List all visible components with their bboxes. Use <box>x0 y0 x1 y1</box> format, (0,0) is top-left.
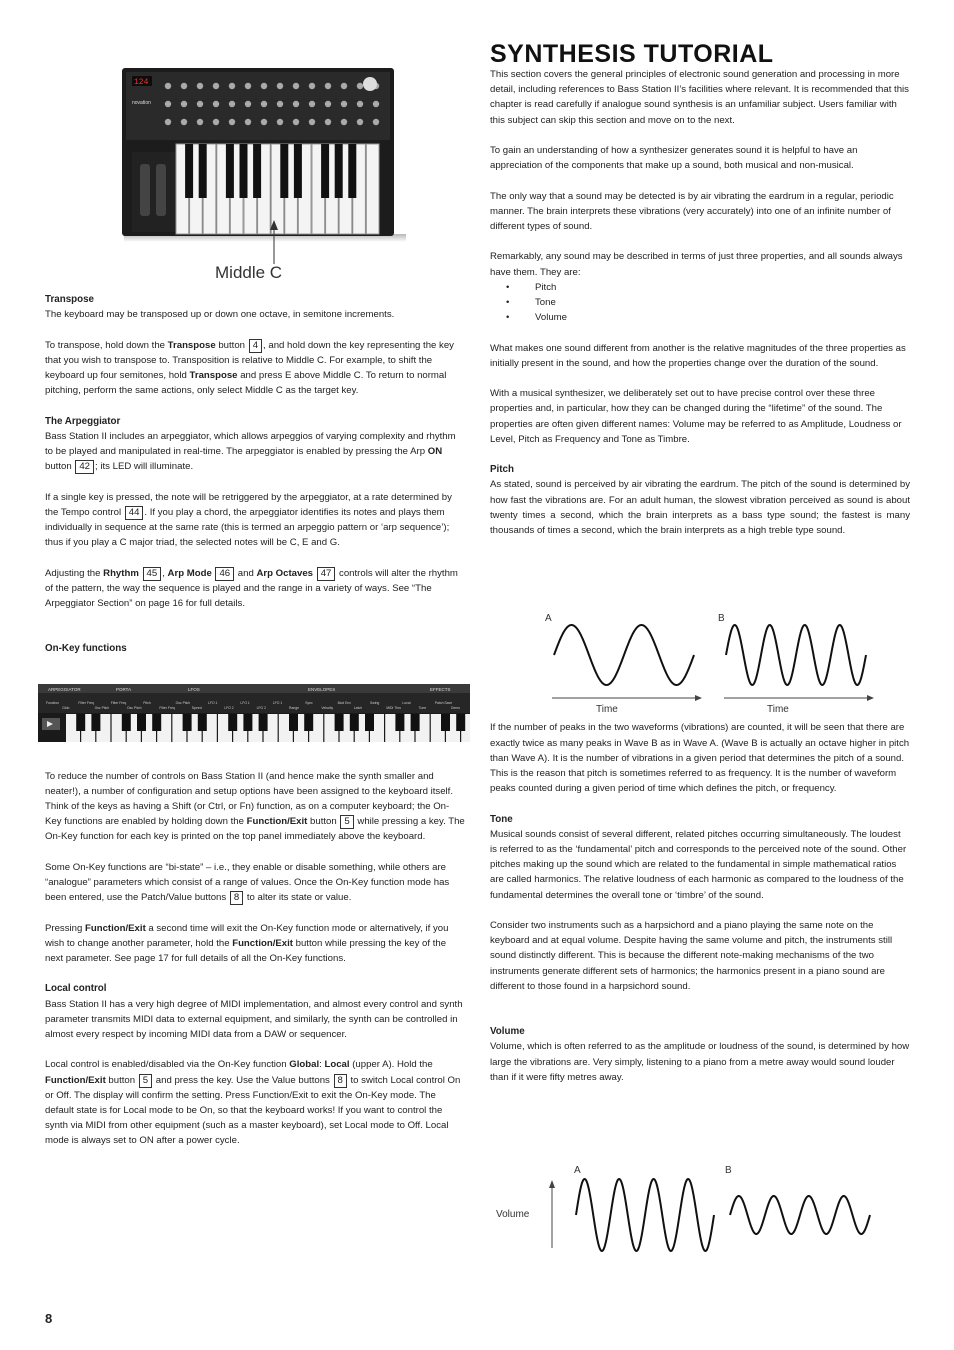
onkey-p3: Pressing Function/Exit a second time will exit the On-Key function mode or alternatively, if you wish to change another parameter, hold the Function/Exit button while pressing the key of the next parameter. See page 17 for full details of all the On-Key functions. <box>45 922 449 964</box>
knob <box>357 119 363 125</box>
strip-section-label: PORTA <box>116 687 132 692</box>
knob <box>213 83 219 89</box>
tone-p1: Musical sounds consist of several different, related pitches occurring simultaneously. The loudest is referred to as the ‘fundamental’ pitch and corresponds to the perceived note of the sound. Other pitches making up the sound which are related to the fundamental in simple mathematical ratios are called harmonics. The relative loudness of each harmonic as compared to the loudness of the fundamental determines the overall tone or ‘timbre’ of the sound. <box>490 828 907 901</box>
strip-black-key <box>137 714 146 731</box>
strip-section-label: EFFECTS <box>430 687 451 692</box>
brand-logo: novation <box>132 100 151 106</box>
black-key <box>335 144 343 198</box>
onkey-heading: On-Key functions <box>45 643 127 655</box>
knob <box>309 119 315 125</box>
knob <box>165 101 171 107</box>
knob <box>293 101 299 107</box>
strip-key-label: Pitch <box>143 701 151 705</box>
intro-p3: The only way that a sound may be detected is by air vibrating the eardrum in a regular, periodic manner. The brain interprets these vibrations (very accurately) into one of an infinite number of different types of sound. <box>490 190 894 232</box>
strip-black-key <box>259 714 268 731</box>
ref-box: 42 <box>75 460 94 474</box>
knob <box>229 101 235 107</box>
strip-black-key <box>183 714 192 731</box>
strip-key-label: Filter Freq <box>78 701 94 705</box>
knob <box>181 83 187 89</box>
knob <box>309 83 315 89</box>
strip-black-key <box>122 714 131 731</box>
onkey-strip-illustration <box>38 684 470 744</box>
knob <box>181 101 187 107</box>
knob <box>197 83 203 89</box>
knob <box>165 119 171 125</box>
volume-heading: Volume <box>490 1026 525 1038</box>
strip-key-label: Mod Env <box>337 701 351 705</box>
knob <box>261 101 267 107</box>
local-p1: Bass Station II has a very high degree of MIDI implementation, and almost every control and synth parameter transmits MIDI data to external equipment, and similarly, the synth can be controlled in almost every respect by incoming MIDI data from a DAW or sequencer. <box>45 998 463 1040</box>
knob <box>325 83 331 89</box>
ref-box: 5 <box>139 1074 152 1088</box>
volume-wave-a-line <box>576 1179 714 1251</box>
knob <box>373 101 379 107</box>
page-number: 8 <box>45 1311 53 1326</box>
strip-key-label: Demo <box>451 706 461 710</box>
strip-black-key <box>456 714 465 731</box>
list-item: • Volume <box>490 310 910 325</box>
strip-key-label: Local <box>402 701 411 705</box>
pitch-heading: Pitch <box>490 464 514 476</box>
black-key <box>240 144 248 198</box>
pitch-waveform-figure <box>540 610 890 725</box>
knob <box>245 101 251 107</box>
black-key <box>294 144 302 198</box>
strip-black-key <box>441 714 450 731</box>
bass-station-illustration <box>118 64 418 289</box>
strip-black-key <box>395 714 404 731</box>
strip-key-label: LFO 2 <box>256 706 267 710</box>
strip-key-label: Tune <box>418 706 427 710</box>
strip-section-label: ENVELOPES <box>308 687 336 692</box>
knob <box>213 101 219 107</box>
pitch-waveform-diagram <box>540 610 890 720</box>
strip-black-key <box>411 714 420 731</box>
wave-a-label: A <box>545 613 552 624</box>
knob <box>325 119 331 125</box>
strip-key-label: Velocity <box>321 706 334 710</box>
strip-key-label: LFO 1 <box>272 701 283 705</box>
arrow-right-icon <box>867 695 874 701</box>
ref-box: 4 <box>249 339 262 353</box>
intro-p6: With a musical synthesizer, we deliberately set out to have precise control over these three properties and, in particular, how they can be changed during the “lifetime” of the sound. The properties are often given different names: Volume may be referred to as Amplitude, Loudness or Level, Pitch as Frequency and Tone as Timbre. <box>490 388 902 445</box>
strip-key-label: Patch Save <box>434 701 453 705</box>
arp-p3: Adjusting the Rhythm 45 , Arp Mode 46 and Arp Octaves 47 controls will alter the rhythm of the pattern, the way the sequence is played and the range in a variety of ways. See “The Arpeggiator Section” on page 16 for full details. <box>45 567 458 609</box>
strip-section-label: LFOS <box>188 687 200 692</box>
black-key <box>253 144 261 198</box>
wave-a-label: A <box>574 1165 581 1176</box>
strip-black-key <box>289 714 298 731</box>
knob <box>341 119 347 125</box>
local-heading: Local control <box>45 983 107 995</box>
knob <box>261 119 267 125</box>
strip-black-key <box>350 714 359 731</box>
strip-section-label: ARPEGGIATOR <box>48 687 81 692</box>
knob <box>293 83 299 89</box>
transpose-p1: The keyboard may be transposed up or down one octave, in semitone increments. <box>45 309 395 321</box>
arrow-up-icon <box>549 1180 555 1188</box>
strip-key-label: Osc Pitch <box>127 706 142 710</box>
strip-black-key <box>365 714 374 731</box>
strip-black-key <box>335 714 344 731</box>
intro-p1: This section covers the general principles of electronic sound generation and processing in more detail, including references to Bass Station II’s facilities where relevant. It is recommended that this chapter is read carefully if analogue sound synthesis is an unfamiliar subject. Users familiar with this subject can skip this section and move on to the next. <box>490 69 909 126</box>
knob <box>373 119 379 125</box>
intro-p4: Remarkably, any sound may be described in terms of just three properties, and all sounds always have them. They are: <box>490 251 903 278</box>
strip-key-label: LFO 1 <box>240 701 250 705</box>
strip-black-key <box>91 714 100 731</box>
black-key <box>185 144 193 198</box>
arp-heading: The Arpeggiator <box>45 415 121 427</box>
volume-p1: Volume, which is often referred to as the amplitude or loudness of the sound, is determined by how large the vibrations are. Very simply, listening to a piano from a metre away would sound louder than if it were fifty metres away. <box>490 1041 910 1083</box>
property-list <box>490 280 910 326</box>
ref-box: 45 <box>143 567 162 581</box>
strip-key-label: Filter Freq <box>110 701 127 705</box>
ref-box: 46 <box>215 567 234 581</box>
ref-box: 44 <box>125 506 144 520</box>
onkey-p2: Some On-Key functions are “bi-state” – i.e., they enable or disable something, while others are “analogue” parameters which consist of a range of values. Once the On-Key function mode has been entered, use the Patch/Value buttons 8 to alter its state or value. <box>45 861 450 904</box>
black-key <box>348 144 356 198</box>
arrow-right-icon <box>695 695 702 701</box>
wave-b-label: B <box>725 1165 732 1176</box>
time-label-a: Time <box>596 704 618 715</box>
local-p2: Local control is enabled/disabled via the On-Key function Global: Local (upper A). Hold the Function/Exit button 5 and press the key. Use the Value buttons 8 to switch Local control On or Off. The display will confirm the setting. Press Function/Exit to exit the On-Key mode. The default state is for Local mode to be On, so that the keyboard works! If you want to control the synth via MIDI from other equipment (such as a master keyboard), set Local mode to Off. Local mode is always set to ON after a power cycle. <box>45 1059 461 1147</box>
knob <box>325 101 331 107</box>
knob <box>277 83 283 89</box>
strip-key-label: Latch <box>353 706 363 710</box>
black-key <box>199 144 207 198</box>
strip-key-label: Sync <box>305 701 313 705</box>
arp-p1: Bass Station II includes an arpeggiator, which allows arpeggios of varying complexity and rhythm to be played and manipulated in real-time. The arpeggiator is enabled by pressing the Arp ON button 42 ; its LED will illuminate. <box>45 430 456 473</box>
knob <box>245 83 251 89</box>
ref-box: 47 <box>317 567 336 581</box>
intro-p2: To gain an understanding of how a synthesizer generates sound it is helpful to have an appreciation of the components that make up a sound, both musical and non-musical. <box>490 145 858 172</box>
transpose-heading: Transpose <box>45 294 95 305</box>
strip-key-label: Osc Pitch <box>175 701 191 705</box>
knob <box>213 119 219 125</box>
knob <box>357 101 363 107</box>
onkey-strip-figure <box>38 684 470 749</box>
tone-p2: Consider two instruments such as a harpsichord and a piano playing the same note on the keyboard and at equal volume. Despite having the same volume and pitch, the instruments still sound distinctly different. This is because the different note-making mechanisms of the two instruments generate different sets of harmonics; the harmonics present in a piano sound are different to those found in a harpsichord sound. <box>490 920 893 992</box>
strip-key-label: Osc Pitch <box>94 706 110 710</box>
list-item: • Pitch <box>490 280 910 295</box>
knob <box>229 83 235 89</box>
volume-axis-label: Volume <box>496 1209 530 1220</box>
strip-black-key <box>76 714 85 731</box>
big-knob <box>363 77 377 91</box>
intro-p5: What makes one sound different from another is the relative magnitudes of the three properties as initially present in the sound, and how the properties change over the duration of the sound. <box>490 342 906 369</box>
keyboard-figure <box>118 64 418 294</box>
knob <box>261 83 267 89</box>
knob <box>277 119 283 125</box>
lcd-display: 124 <box>134 78 149 87</box>
black-key <box>280 144 288 198</box>
strip-key-label: Range <box>289 706 299 710</box>
strip-black-key <box>228 714 237 731</box>
volume-wave-b-line <box>730 1196 870 1234</box>
volume-waveform-figure <box>494 1160 884 1260</box>
ref-box: 8 <box>230 891 243 905</box>
strip-key-label: Swing <box>370 701 380 705</box>
volume-waveform-diagram <box>494 1160 884 1255</box>
middle-c-label: Middle C <box>215 263 283 282</box>
knob <box>197 119 203 125</box>
knob <box>341 83 347 89</box>
knob <box>341 101 347 107</box>
strip-key-label: Function <box>46 701 60 705</box>
strip-key-label: LFO 1 <box>208 701 218 705</box>
ref-box: 5 <box>340 815 353 829</box>
strip-black-key <box>198 714 207 731</box>
ref-box: 8 <box>334 1074 347 1088</box>
wave-b-label: B <box>718 613 725 624</box>
transpose-p2: To transpose, hold down the Transpose button 4 , and hold down the key representing the key that you wish to transpose to. Transposition is relative to Middle C. For example, to shift the keyboard up four semitones, hold Transpose and press E above Middle C. To return to normal pitching, perform the same actions, only select Middle C as the target key. <box>45 339 454 397</box>
right-column <box>490 67 910 1100</box>
page-title: SYNTHESIS TUTORIAL <box>490 40 774 68</box>
black-key <box>321 144 329 198</box>
wave-b-line <box>726 625 866 685</box>
onkey-p1: To reduce the number of controls on Bass Station II (and hence make the synth smaller and neater!), a number of configuration and setup options have been assigned to the keyboard itself. Think of the keys as having a Shift (or Ctrl, or Fn) function, as on a computer keyboard; the On-Key functions are enabled by holding down the Function/Exit button 5 while pressing a key. The On-Key function for each key is printed on the top panel immediately above the keyboard. <box>45 770 465 843</box>
knob <box>357 83 363 89</box>
arp-p2: If a single key is pressed, the note will be retriggered by the arpeggiator, at a rate determined by the Tempo control 44 . If you play a chord, the arpeggiator identifies its notes and plays them individually in sequence at the same rate (this is termed an arpeggio pattern or ‘arp sequence’); thus if you play a C major triad, the selected notes will be C, E and G. <box>45 491 452 549</box>
pitch-p2: If the number of peaks in the two waveforms (vibrations) are counted, it will be seen that there are exactly twice as many peaks in Wave B as in Wave A. (Wave B is actually an octave higher in pitch than Wave A). It is the number of vibrations in a given period that determines the pitch of a sound. This is the reason that pitch is sometimes referred to as frequency. It is the number of waveform peaks counted during a given period of time which defines the pitch, or frequency. <box>490 722 910 795</box>
knob <box>309 101 315 107</box>
strip-key-label: Speed <box>191 706 202 710</box>
knob <box>165 83 171 89</box>
time-label-b: Time <box>767 704 789 715</box>
strip-key-label: Glob <box>62 706 70 710</box>
strip-black-key <box>304 714 313 731</box>
strip-key-label: MIDI Thru <box>386 706 402 710</box>
wave-a-line <box>554 625 694 685</box>
black-key <box>226 144 234 198</box>
strip-key-label: Filter Freq <box>159 706 175 710</box>
knob <box>245 119 251 125</box>
knob <box>277 101 283 107</box>
knob <box>197 101 203 107</box>
white-key <box>366 144 379 234</box>
strip-black-key <box>152 714 161 731</box>
list-item: • Tone <box>490 295 910 310</box>
knob <box>181 119 187 125</box>
tone-heading: Tone <box>490 813 513 825</box>
knob <box>293 119 299 125</box>
pitch-p1: As stated, sound is perceived by air vibrating the eardrum. The pitch of the sound is determined by how fast the vibrations are. For an adult human, the slowest vibration perceived as sound is about twenty times a second, which the brain interprets as a bass type sound; the fastest is many thousands of times a second, which the brain interprets as a high treble type sound. <box>490 479 910 536</box>
strip-black-key <box>243 714 252 731</box>
knob <box>229 119 235 125</box>
strip-key-label: LFO 2 <box>224 706 234 710</box>
